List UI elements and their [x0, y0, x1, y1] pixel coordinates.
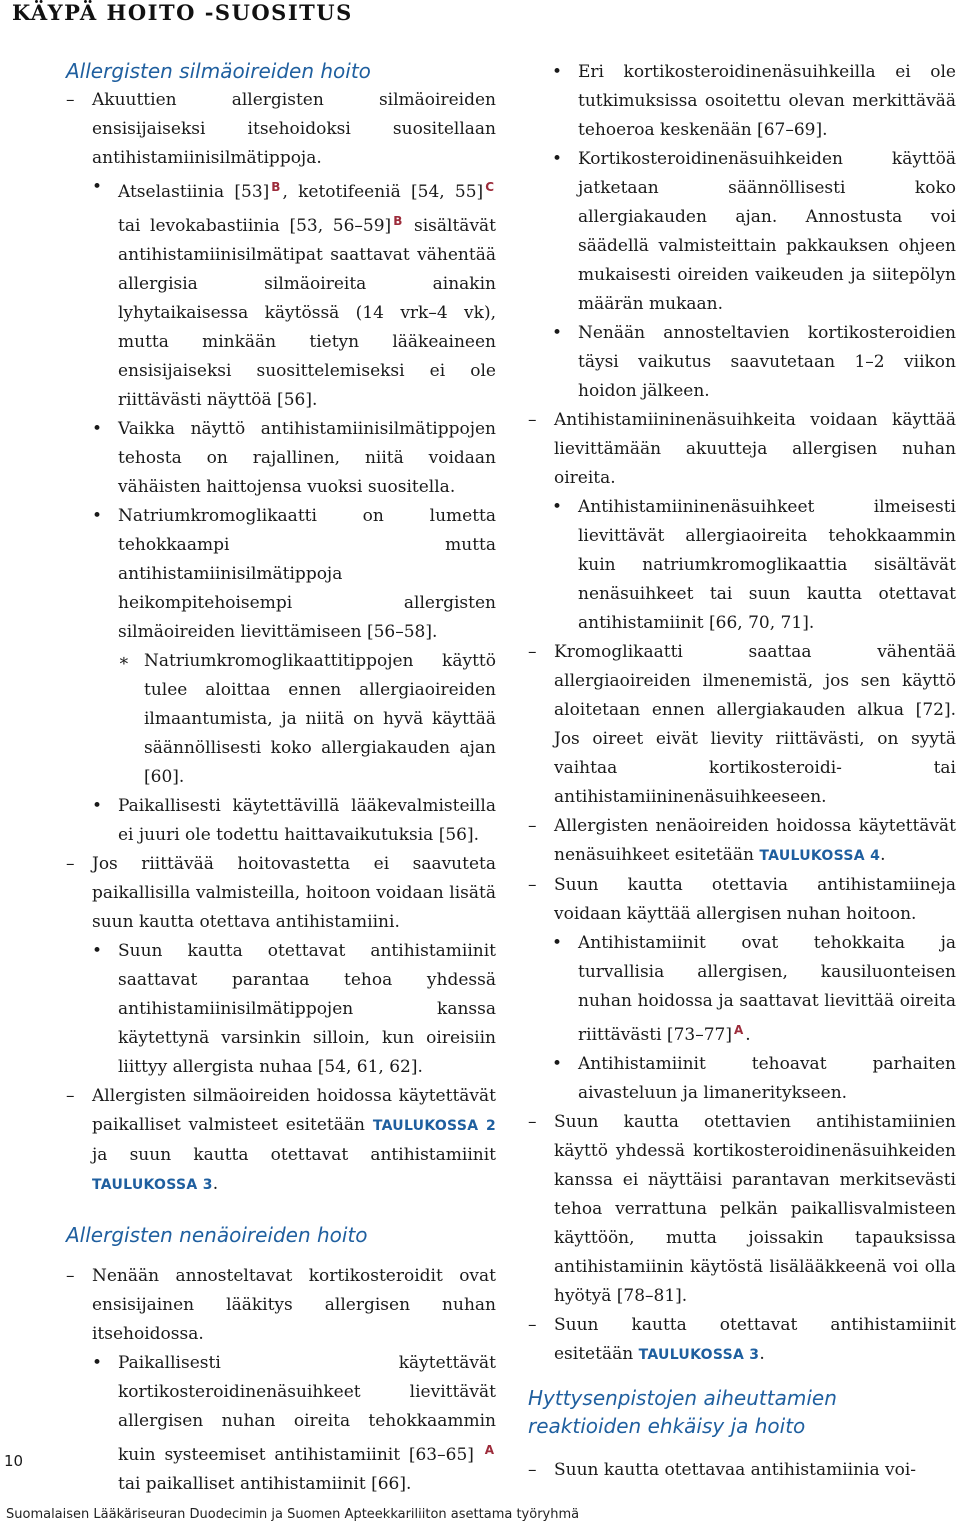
left-column — [66, 58, 496, 1499]
list-item: – Jos riittävää hoitovastetta ei saavuteta paikallisilla valmisteilla, hoitoon voidaan lisätä suun kautta otettava antihistamiini. — [66, 850, 496, 937]
list-item: • Atselastiinia [53] $^B$ , ketotifeeniä [54, 55] $^C$ tai levokabastiinia [53, 56–59] $^B$ sisältävät antihistamiinisilmätipat saattavat vähentää allergisia silmäoireita ainakin lyhytaikaisessa käytössä (14 vrk–4 vk), mutta minkään tietyn lääkeaineen ensisijaiseksi suosittelemiseksi ei ole riittävästi näyttöä [56]. — [66, 173, 496, 415]
list-item: ∗ Natriumkromoglikaattitippojen käyttö tulee aloittaa ennen allergiaoireiden ilmaantumista, ja niitä on hyvä käyttää säännöllisesti koko allergiakauden ajan [60]. — [66, 647, 496, 792]
list-item: • Paikallisesti käytettävät kortikosteroidinenäsuihkeet lievittävät allergisen nuhan oireita tehokkaammin kuin systeemiset antihistamiinit [63–65] $^A$ tai paikalliset antihistamiinit [66]. — [66, 1349, 496, 1499]
list-item: • Paikallisesti käytettävillä lääkevalmisteilla ei juuri ole todettu haittavaikutuksia [56]. — [66, 792, 496, 850]
evidence-grade: B — [271, 180, 281, 194]
list-item: • Antihistamiinit ovat tehokkaita ja turvallisia allergisen, kausiluonteisen nuhan hoidossa ja saattavat lievittää oireita riittävästi [73–77] $^A$ . — [528, 929, 956, 1050]
table-reference-link[interactable]: TAULUKOSSA 2 — [372, 1118, 496, 1134]
section-heading-nose: Allergisten nenäoireiden hoito — [66, 1223, 368, 1247]
evidence-grade: C — [485, 180, 494, 194]
section-heading-mosquito: Hyttysenpistojen aiheuttamien reaktioiden ehkäisy ja hoito — [528, 1386, 837, 1438]
list-item: – Akuuttien allergisten silmäoireiden ensisijaiseksi itsehoidoksi suositellaan antihistamiinisilmätippoja. — [66, 86, 496, 173]
right-column — [528, 58, 956, 1485]
list-item: – Allergisten nenäoireiden hoidossa käytettävät nenäsuihkeet esitetään TAULUKOSSA 4. — [528, 812, 956, 871]
evidence-grade: A — [733, 1023, 744, 1037]
list-item: • Natriumkromoglikaatti on lumetta tehokkaampi mutta antihistamiinisilmätippoja heikompitehoisempi allergisten silmäoireiden lievittämiseen [56–58]. — [66, 502, 496, 647]
list-item: – Nenään annosteltavat kortikosteroidit ovat ensisijainen lääkitys allergisen nuhan itsehoidossa. — [66, 1262, 496, 1349]
page-number: 10 — [4, 1452, 24, 1470]
list-item: – Suun kautta otettavia antihistamiineja voidaan käyttää allergisen nuhan hoitoon. — [528, 871, 956, 929]
list-item: • Nenään annosteltavien kortikosteroidien täysi vaikutus saavutetaan 1–2 viikon hoidon jälkeen. — [528, 319, 956, 406]
list-item: • Eri kortikosteroidinenäsuihkeilla ei ole tutkimuksissa osoitettu olevan merkittävää tehoeroa keskenään [67–69]. — [528, 58, 956, 145]
table-reference-link[interactable]: TAULUKOSSA 4 — [759, 848, 881, 864]
table-reference-link[interactable]: TAULUKOSSA 3 — [638, 1347, 760, 1363]
page-header: KÄYPÄ HOITO -SUOSITUS — [12, 0, 353, 25]
list-item: • Antihistamiinit tehoavat parhaiten aivasteluun ja limaneritykseen. — [528, 1050, 956, 1108]
list-item: • Suun kautta otettavat antihistamiinit saattavat parantaa tehoa yhdessä antihistamiinisilmätippojen kanssa käytettynä varsinkin silloin, kun oireisiin liittyy allergista nuhaa [54, 61, 62]. — [66, 937, 496, 1082]
section-heading-eye: Allergisten silmäoireiden hoito — [66, 59, 371, 83]
list-item: – Suun kautta otettavat antihistamiinit esitetään TAULUKOSSA 3. — [528, 1311, 956, 1370]
list-item: – Allergisten silmäoireiden hoidossa käytettävät paikalliset valmisteet esitetään TAULUKOSSA 2 ja suun kautta otettavat antihistamiinit TAULUKOSSA 3. — [66, 1082, 496, 1200]
table-reference-link[interactable]: TAULUKOSSA 3 — [92, 1177, 213, 1193]
list-item: • Antihistamiininenäsuihkeet ilmeisesti lievittävät allergiaoireita tehokkaammin kuin natriumkromoglikaattia sisältävät nenäsuihkeet tai suun kautta otettavat antihistamiinit [66, 70, 71]. — [528, 493, 956, 638]
evidence-grade: A — [484, 1443, 494, 1457]
list-item: – Suun kautta otettavaa antihistamiinia voi- — [528, 1456, 956, 1485]
list-item: • Kortikosteroidinenäsuihkeiden käyttöä jatketaan säännöllisesti koko allergiakauden ajan. Annostusta voi säädellä valmisteittain pakkauksen ohjeen mukaisesti oireiden vaikeuden ja siitepölyn määrän mukaan. — [528, 145, 956, 319]
list-item: – Suun kautta otettavien antihistamiinien käyttö yhdessä kortikosteroidinenäsuihkeiden kanssa ei näyttäisi parantavan merkitsevästi tehoa verrattuna pelkän paikallisvalmisteen käyttöön, mutta joissakin tapauksissa antihistamiinin käytöstä lisälääkkeenä voi olla hyötyä [78–81]. — [528, 1108, 956, 1311]
evidence-grade: B — [393, 214, 403, 228]
page-footer: Suomalaisen Lääkäriseuran Duodecimin ja Suomen Apteekkariliiton asettama työryhmä — [6, 1507, 580, 1522]
list-item: – Antihistamiininenäsuihkeita voidaan käyttää lievittämään akuutteja allergisen nuhan oireita. — [528, 406, 956, 493]
list-item: – Kromoglikaatti saattaa vähentää allergiaoireiden ilmenemistä, jos sen käyttö aloitetaan ennen allergiakauden alkua [72]. Jos oireet eivät lievity riittävästi, on syytä vaihtaa kortikosteroidi- tai antihistamiininenäsuihkeeseen. — [528, 638, 956, 812]
list-item: • Vaikka näyttö antihistamiinisilmätippojen tehosta on rajallinen, niitä voidaan vähäisten haittojensa vuoksi suositella. — [66, 415, 496, 502]
